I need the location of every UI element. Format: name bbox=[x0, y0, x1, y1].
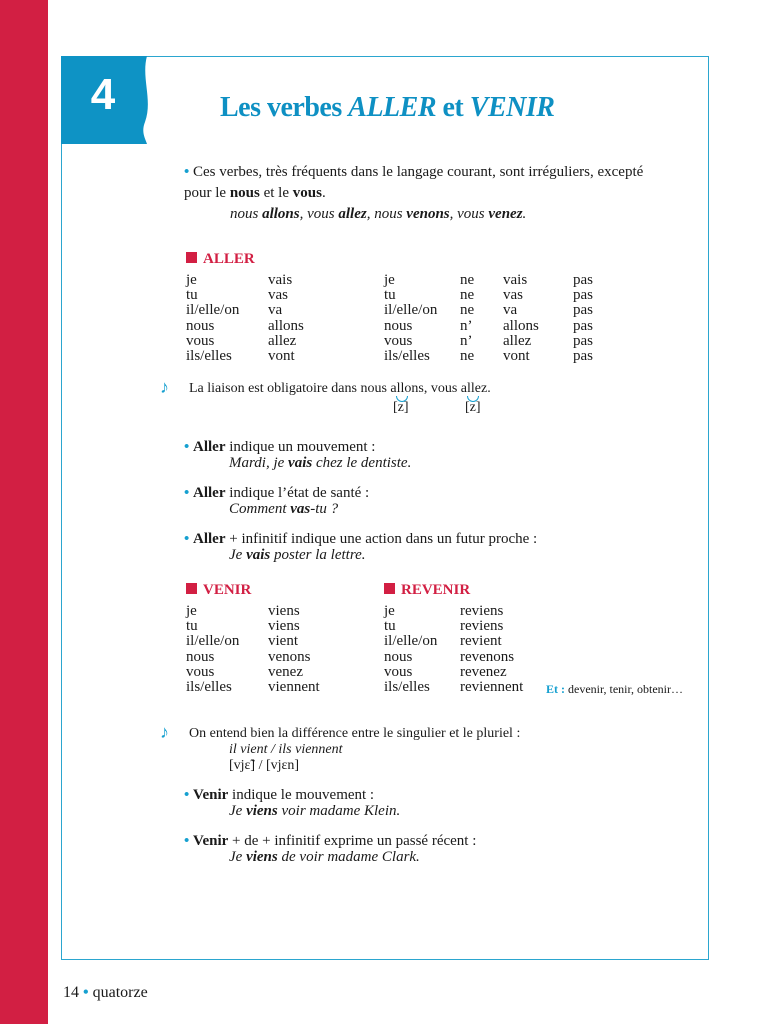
usage-text: + infinitif indique une action dans un futur proche : bbox=[225, 531, 538, 547]
example-segment: venons bbox=[406, 206, 450, 222]
conjugation-cell: il/elle/on bbox=[186, 633, 240, 650]
phonetic-z-1: [z] bbox=[393, 400, 409, 415]
conjugation-cell: n’ bbox=[460, 317, 473, 334]
revenir-forms bbox=[460, 604, 523, 695]
conjugation-cell: ils/elles bbox=[186, 347, 232, 364]
bullet-icon: • bbox=[184, 164, 190, 180]
conjugation-cell: revenez bbox=[460, 663, 507, 680]
usage-verb: Aller bbox=[193, 485, 226, 501]
intro-line-2 bbox=[184, 184, 326, 202]
usage-verb: Aller bbox=[193, 439, 226, 455]
square-bullet-icon bbox=[186, 583, 197, 594]
venir-forms bbox=[268, 604, 320, 695]
usage-text: indique un mouvement : bbox=[225, 439, 376, 455]
usage-example-a: Je bbox=[229, 547, 247, 563]
example-segment: allez bbox=[338, 206, 367, 222]
conjugation-cell: vient bbox=[268, 633, 298, 650]
page-title bbox=[220, 92, 554, 124]
et-note bbox=[546, 682, 683, 697]
aller-neg-ne bbox=[460, 273, 474, 364]
page-number: 14 bbox=[63, 984, 79, 1001]
usage-example-verb: vais bbox=[288, 455, 313, 471]
et-text: devenir, tenir, obtenir… bbox=[565, 682, 684, 696]
aller-neg-pas bbox=[573, 273, 593, 364]
example-segment: allons bbox=[262, 206, 300, 222]
revenir-heading-text: REVENIR bbox=[401, 582, 471, 598]
usage-example-a: Je bbox=[229, 803, 247, 819]
difference-note: On entend bien la différence entre le singulier et le pluriel : bbox=[189, 726, 521, 741]
aller-forms bbox=[268, 273, 304, 364]
usage-example-c: de voir madame Clark. bbox=[277, 849, 420, 865]
conjugation-cell: n’ bbox=[460, 332, 473, 349]
conjugation-cell: il/elle/on bbox=[384, 302, 438, 319]
conjugation-cell: ne bbox=[460, 272, 475, 288]
et-label: Et : bbox=[546, 682, 565, 696]
aller-heading-text: ALLER bbox=[203, 251, 255, 267]
conjugation-cell: pas bbox=[573, 332, 593, 349]
usage-text: indique le mouvement : bbox=[228, 787, 375, 803]
intro-nous: nous bbox=[229, 185, 260, 201]
conjugation-cell: pas bbox=[573, 317, 593, 334]
usage-text: indique l’état de santé : bbox=[225, 485, 370, 501]
aller-neg-forms bbox=[503, 273, 539, 364]
conjugation-cell: vont bbox=[268, 347, 295, 364]
revenir-pronouns bbox=[384, 604, 437, 695]
conjugation-cell: ne bbox=[460, 347, 475, 364]
conjugation-cell: nous bbox=[186, 317, 215, 334]
intro-text-1: Ces verbes, très fréquents dans le langage courant, sont irréguliers, excepté bbox=[193, 164, 644, 180]
usage-example-a: Mardi, je bbox=[229, 455, 289, 471]
conjugation-cell: tu bbox=[186, 618, 198, 635]
conjugation-cell: allons bbox=[503, 317, 539, 334]
intro-text-2e: . bbox=[321, 185, 326, 201]
bullet-icon: • bbox=[184, 833, 190, 849]
conjugation-cell: ne bbox=[460, 302, 475, 319]
venir-pronouns bbox=[186, 604, 239, 695]
usage-verb: Aller bbox=[193, 531, 226, 547]
intro-vous: vous bbox=[292, 185, 322, 201]
conjugation-cell: je bbox=[384, 603, 395, 619]
venir-heading bbox=[186, 581, 251, 599]
usage-verb: Venir bbox=[193, 787, 229, 803]
usage-example bbox=[229, 500, 338, 518]
bullet-icon: • bbox=[184, 787, 190, 803]
usage-example-c: voir madame Klein. bbox=[277, 803, 401, 819]
conjugation-cell: pas bbox=[573, 272, 593, 288]
conjugation-cell: reviennent bbox=[460, 678, 524, 695]
conjugation-cell: tu bbox=[186, 287, 198, 304]
conjugation-cell: allons bbox=[268, 317, 304, 334]
conjugation-cell: reviens bbox=[460, 603, 504, 619]
title-mid: et bbox=[436, 92, 470, 123]
usage-example-c: poster la lettre. bbox=[270, 547, 366, 563]
conjugation-cell: viens bbox=[268, 618, 300, 635]
conjugation-cell: allez bbox=[503, 332, 532, 349]
conjugation-cell: pas bbox=[573, 347, 593, 364]
conjugation-cell: vous bbox=[384, 663, 413, 680]
venir-heading-text: VENIR bbox=[203, 582, 252, 598]
title-prefix: Les verbes bbox=[220, 92, 349, 123]
intro-example bbox=[230, 205, 526, 223]
example-segment: . bbox=[522, 206, 527, 222]
conjugation-cell: vont bbox=[503, 347, 530, 364]
conjugation-cell: venez bbox=[268, 663, 303, 680]
conjugation-cell: ils/elles bbox=[186, 678, 232, 695]
aller-neg-pronouns bbox=[384, 273, 437, 364]
example-segment: , nous bbox=[366, 206, 407, 222]
conjugation-cell: ne bbox=[460, 287, 475, 304]
conjugation-cell: vous bbox=[384, 332, 413, 349]
square-bullet-icon bbox=[186, 252, 197, 263]
square-bullet-icon bbox=[384, 583, 395, 594]
usage-example-a: Comment bbox=[229, 501, 291, 517]
conjugation-cell: je bbox=[186, 603, 197, 619]
music-note-icon: ♪ bbox=[160, 377, 169, 397]
usage-example bbox=[229, 454, 411, 472]
conjugation-cell: il/elle/on bbox=[384, 633, 438, 650]
usage-example-verb: viens bbox=[246, 803, 278, 819]
conjugation-cell: nous bbox=[384, 648, 413, 665]
intro-line-1 bbox=[184, 163, 643, 181]
chapter-tab bbox=[61, 56, 151, 144]
conjugation-cell: vais bbox=[503, 272, 528, 288]
difference-phonetic: [vjɛ̃] / [vjɛn] bbox=[229, 758, 300, 773]
intro-text-2a: pour le bbox=[184, 185, 230, 201]
footer-bullet-icon: • bbox=[79, 984, 93, 1001]
conjugation-cell: ils/elles bbox=[384, 678, 430, 695]
conjugation-cell: vas bbox=[503, 287, 523, 304]
difference-example: il vient / ils viennent bbox=[229, 742, 343, 757]
usage-example-a: Je bbox=[229, 849, 247, 865]
intro-text-2c: et le bbox=[259, 185, 293, 201]
title-verb-aller: ALLER bbox=[348, 92, 436, 123]
conjugation-cell: vas bbox=[268, 287, 288, 304]
conjugation-cell: nous bbox=[384, 317, 413, 334]
aller-heading bbox=[186, 250, 255, 268]
side-band bbox=[0, 0, 48, 1024]
usage-example bbox=[229, 546, 366, 564]
revenir-heading bbox=[384, 581, 470, 599]
conjugation-cell: vais bbox=[268, 272, 293, 288]
conjugation-cell: je bbox=[186, 272, 197, 288]
conjugation-cell: pas bbox=[573, 287, 593, 304]
conjugation-cell: venons bbox=[268, 648, 311, 665]
conjugation-cell: revient bbox=[460, 633, 502, 650]
conjugation-cell: va bbox=[503, 302, 518, 319]
page-frame bbox=[61, 56, 709, 960]
conjugation-cell: ils/elles bbox=[384, 347, 430, 364]
usage-example-verb: viens bbox=[246, 849, 278, 865]
usage-example-c: -tu ? bbox=[310, 501, 339, 517]
usage-example-verb: vais bbox=[246, 547, 271, 563]
liaison-note: La liaison est obligatoire dans nous allons, vous allez. bbox=[189, 381, 491, 396]
conjugation-cell: tu bbox=[384, 618, 396, 635]
phonetic-z-2: [z] bbox=[465, 400, 481, 415]
example-segment: , vous bbox=[299, 206, 339, 222]
conjugation-cell: il/elle/on bbox=[186, 302, 240, 319]
usage-example-c: chez le dentiste. bbox=[312, 455, 412, 471]
conjugation-cell: vous bbox=[186, 663, 215, 680]
conjugation-cell: tu bbox=[384, 287, 396, 304]
conjugation-cell: va bbox=[268, 302, 283, 319]
conjugation-cell: reviens bbox=[460, 618, 504, 635]
example-segment: , vous bbox=[449, 206, 489, 222]
chapter-number: 4 bbox=[90, 70, 116, 119]
example-segment: nous bbox=[230, 206, 263, 222]
usage-example bbox=[229, 848, 420, 866]
page-number-word: quatorze bbox=[92, 984, 148, 1001]
conjugation-cell: allez bbox=[268, 332, 297, 349]
bullet-icon: • bbox=[184, 531, 190, 547]
page-footer bbox=[63, 984, 148, 1002]
music-note-icon: ♪ bbox=[160, 722, 169, 742]
bullet-icon: • bbox=[184, 485, 190, 501]
example-segment: venez bbox=[488, 206, 523, 222]
conjugation-cell: vous bbox=[186, 332, 215, 349]
conjugation-cell: pas bbox=[573, 302, 593, 319]
usage-verb: Venir bbox=[193, 833, 229, 849]
conjugation-cell: viens bbox=[268, 603, 300, 619]
bullet-icon: • bbox=[184, 439, 190, 455]
usage-example-verb: vas bbox=[290, 501, 311, 517]
aller-pronouns bbox=[186, 273, 239, 364]
usage-example bbox=[229, 802, 400, 820]
conjugation-cell: revenons bbox=[460, 648, 515, 665]
title-verb-venir: VENIR bbox=[469, 92, 555, 123]
conjugation-cell: je bbox=[384, 272, 395, 288]
conjugation-cell: nous bbox=[186, 648, 215, 665]
conjugation-cell: viennent bbox=[268, 678, 320, 695]
usage-text: + de + infinitif exprime un passé récent : bbox=[228, 833, 477, 849]
